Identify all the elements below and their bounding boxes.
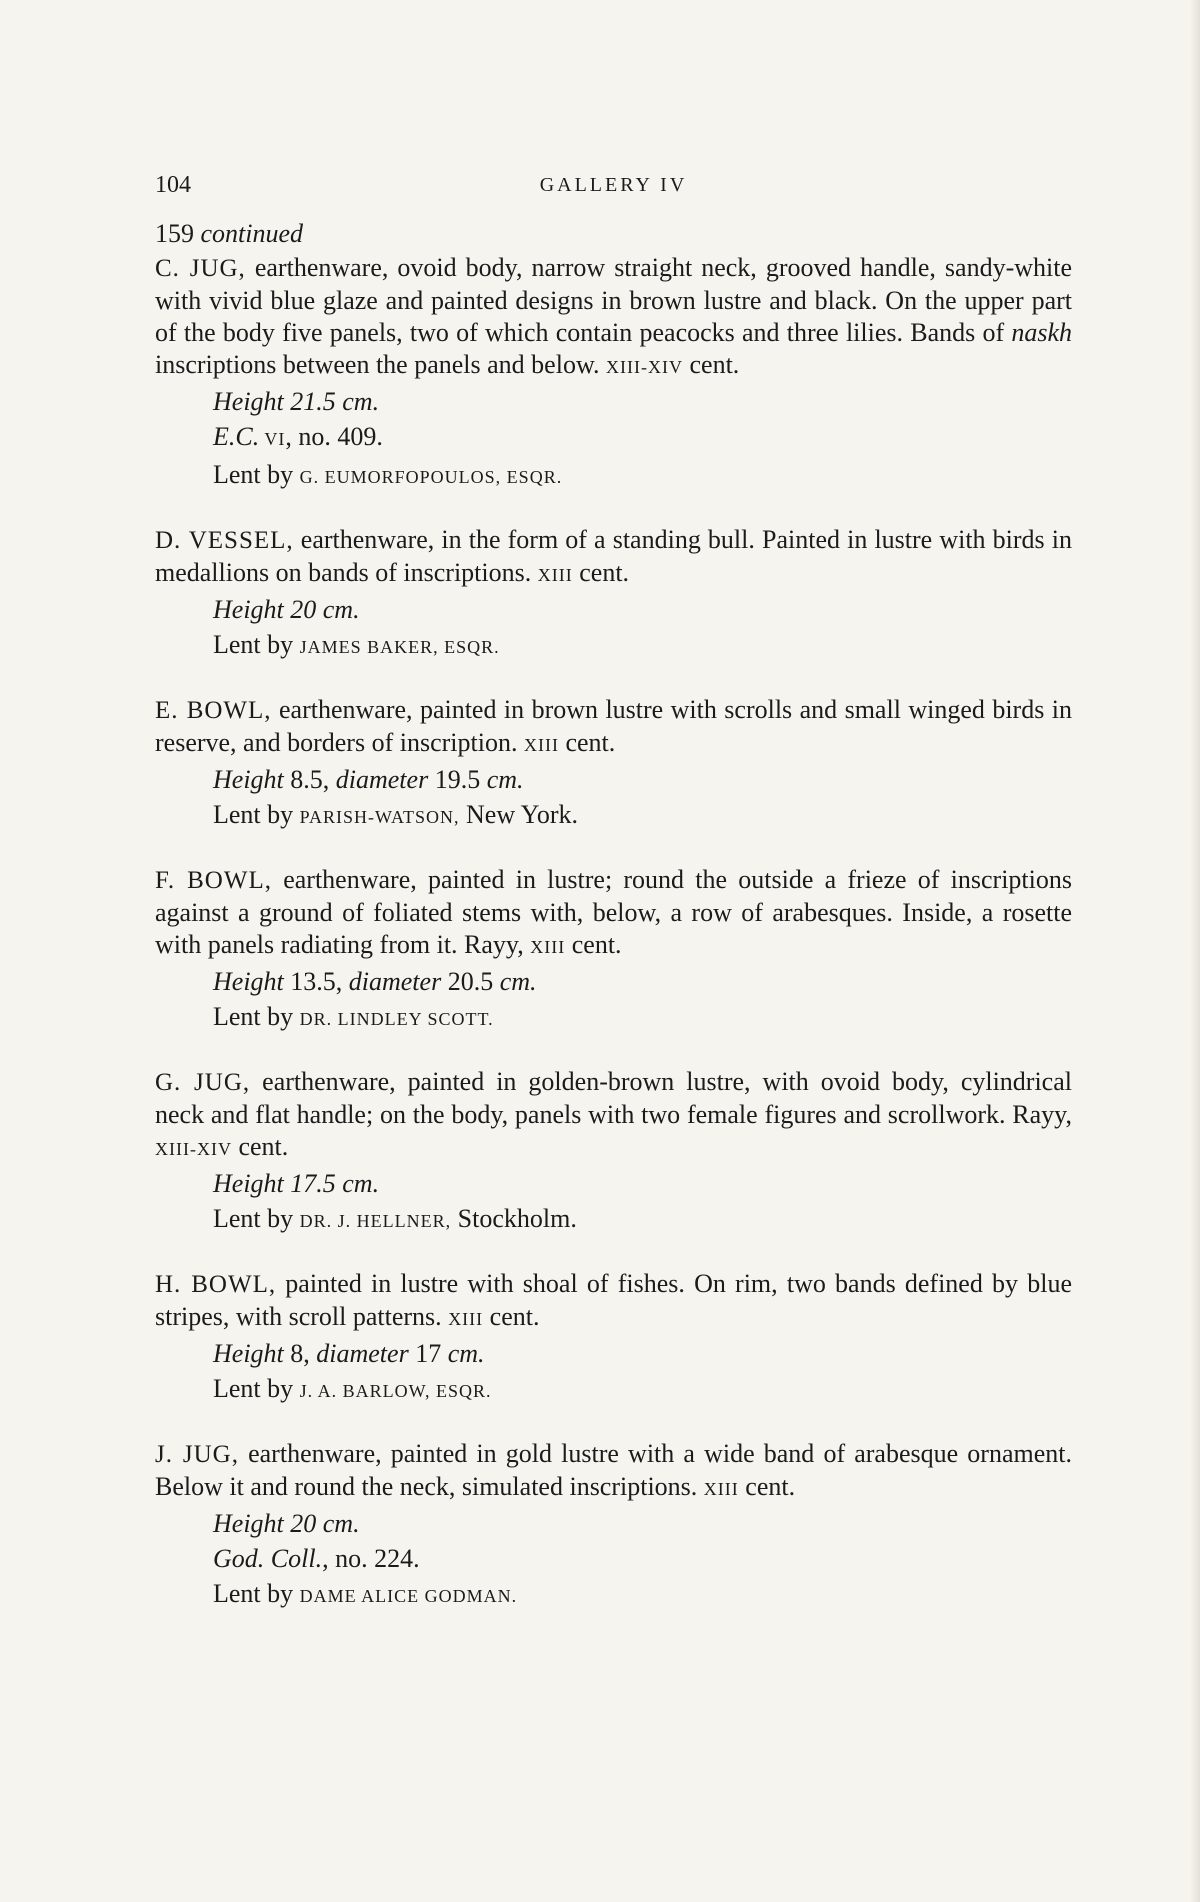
running-title: GALLERY IV — [539, 174, 688, 196]
entry-label: D. VESSEL, — [155, 527, 294, 554]
entry-height: Height 20 cm. — [213, 1509, 360, 1538]
height-value: 13.5, — [283, 967, 349, 996]
entry-f — [155, 864, 1072, 1036]
entry-description — [155, 1438, 1072, 1505]
diameter-value: 20.5 — [441, 967, 500, 996]
reference-volume: VI — [259, 429, 286, 449]
entry-reference — [213, 420, 1072, 456]
entry-description — [155, 252, 1072, 383]
entry-label: J. JUG, — [155, 1441, 239, 1468]
entry-height — [213, 1337, 1072, 1370]
entry-date: XIII — [537, 565, 573, 585]
entry-lender — [213, 1577, 1072, 1613]
reference-rest: , no. 409. — [285, 422, 383, 451]
lender-name: DR. LINDLEY SCOTT. — [299, 1009, 494, 1029]
entry-lender — [213, 458, 1072, 494]
lender-name: PARISH-WATSON, — [299, 807, 460, 827]
entry-height — [213, 763, 1072, 796]
lent-prefix: Lent by — [213, 460, 300, 489]
entry-g — [155, 1066, 1072, 1238]
height-value: 8.5, — [283, 765, 336, 794]
entry-lender — [213, 1000, 1072, 1036]
lender-name: G. EUMORFOPOULOS, ESQR. — [299, 467, 563, 487]
lent-prefix: Lent by — [213, 1002, 300, 1031]
entry-date-suffix: cent. — [483, 1302, 540, 1331]
entry-date-suffix: cent. — [565, 930, 622, 959]
entry-date-suffix: cent. — [231, 1132, 289, 1161]
entry-date: XIII-XIV — [155, 1139, 232, 1159]
entry-description — [155, 864, 1072, 963]
unit: cm. — [499, 967, 537, 996]
page-edge-shadow — [1190, 0, 1200, 1902]
lender-location: New York. — [459, 800, 578, 829]
lent-prefix: Lent by — [213, 1204, 300, 1233]
reference-italic: E.C. — [213, 422, 260, 451]
entry-date: XIII — [703, 1479, 739, 1499]
height-word: Height — [213, 967, 284, 996]
entry-d — [155, 524, 1072, 664]
entry-description — [155, 694, 1072, 761]
unit: cm. — [447, 1339, 485, 1368]
description-text: earthenware, in the form of a standing bull. Painted in lustre with birds in medallions on bands of inscriptions. — [155, 525, 1073, 587]
lender-name: JAMES BAKER, ESQR. — [299, 637, 500, 657]
entry-height: Height 17.5 cm. — [213, 1169, 380, 1198]
lent-prefix: Lent by — [213, 1374, 300, 1403]
entry-date: XIII — [523, 735, 559, 755]
entry-lender — [213, 1202, 1072, 1238]
entry-date-suffix: cent. — [683, 350, 740, 379]
unit: cm. — [486, 765, 524, 794]
lent-prefix: Lent by — [213, 800, 300, 829]
description-text: earthenware, painted in brown lustre with scrolls and small winged birds in reserve, and borders of inscription. — [155, 695, 1072, 757]
entry-h — [155, 1268, 1072, 1408]
entry-date: XIII-XIV — [606, 357, 683, 377]
entry-lender — [213, 628, 1072, 664]
description-text: painted in lustre with shoal of fishes. On rim, two bands defined by blue stripes, with scroll patterns. — [155, 1269, 1072, 1331]
entry-description — [155, 524, 1072, 591]
entry-height — [213, 965, 1072, 998]
entry-height: Height 20 cm. — [213, 595, 360, 624]
entry-date: XIII — [448, 1309, 484, 1329]
reference-rest: , no. 224. — [322, 1544, 420, 1573]
entry-lender — [213, 798, 1072, 834]
entry-c — [155, 252, 1072, 494]
entry-label: G. JUG, — [155, 1069, 251, 1096]
catalogue-content — [155, 218, 1072, 1643]
description-text: earthenware, ovoid body, narrow straight neck, grooved handle, sandy-white with vivid blue glaze and painted designs in brown lustre and black. On the upper part of the body five panels, two of which contain peacocks and three lilies. Bands of — [155, 253, 1072, 347]
entry-label: H. BOWL, — [155, 1271, 277, 1298]
entry-description — [155, 1066, 1072, 1165]
reference-italic: God. Coll. — [213, 1544, 323, 1573]
height-word: Height — [213, 1339, 284, 1368]
entry-label: F. BOWL, — [155, 867, 272, 894]
height-value: 8, — [283, 1339, 317, 1368]
entry-date-suffix: cent. — [558, 728, 616, 757]
description-text: earthenware, painted in lustre; round the outside a frieze of inscriptions against a ground of foliated stems with, below, a row of arabesques. Inside, a rosette with panels radiating from it. Rayy, — [155, 865, 1072, 959]
entry-date-suffix: cent. — [738, 1472, 796, 1501]
lent-prefix: Lent by — [213, 630, 300, 659]
page-number: 104 — [155, 172, 191, 198]
entry-label: C. JUG, — [155, 255, 246, 282]
continued-heading — [155, 218, 1072, 250]
lent-prefix: Lent by — [213, 1579, 300, 1608]
entry-date-suffix: cent. — [572, 558, 630, 587]
height-word: Height — [213, 765, 284, 794]
diameter-value: 19.5 — [428, 765, 487, 794]
continued-word: continued — [200, 219, 304, 248]
entry-lender — [213, 1372, 1072, 1408]
running-head — [155, 172, 1072, 206]
diameter-word: diameter — [316, 1339, 409, 1368]
lender-name: DAME ALICE GODMAN. — [299, 1586, 518, 1606]
description-text-after: inscriptions between the panels and below. — [155, 350, 607, 379]
entry-j — [155, 1438, 1072, 1613]
continued-number: 159 — [155, 219, 194, 248]
entry-date: XIII — [530, 937, 566, 957]
lender-location: Stockholm. — [451, 1204, 577, 1233]
entry-description — [155, 1268, 1072, 1335]
entry-e — [155, 694, 1072, 834]
entry-label: E. BOWL, — [155, 697, 272, 724]
diameter-word: diameter — [348, 967, 442, 996]
diameter-word: diameter — [335, 765, 429, 794]
entry-height: Height 21.5 cm. — [213, 387, 380, 416]
description-text: earthenware, painted in gold lustre with a wide band of arabesque ornament. Below it and round the neck, simulated inscriptions. — [155, 1439, 1072, 1501]
description-italic: naskh — [1011, 318, 1072, 347]
lender-name: DR. J. HELLNER, — [299, 1211, 452, 1231]
diameter-value: 17 — [408, 1339, 448, 1368]
description-text: earthenware, painted in golden-brown lustre, with ovoid body, cylindrical neck and flat handle; on the body, panels with two female figures and scrollwork. Rayy, — [155, 1067, 1072, 1129]
entry-reference — [213, 1542, 1072, 1575]
lender-name: J. A. BARLOW, ESQR. — [299, 1381, 492, 1401]
